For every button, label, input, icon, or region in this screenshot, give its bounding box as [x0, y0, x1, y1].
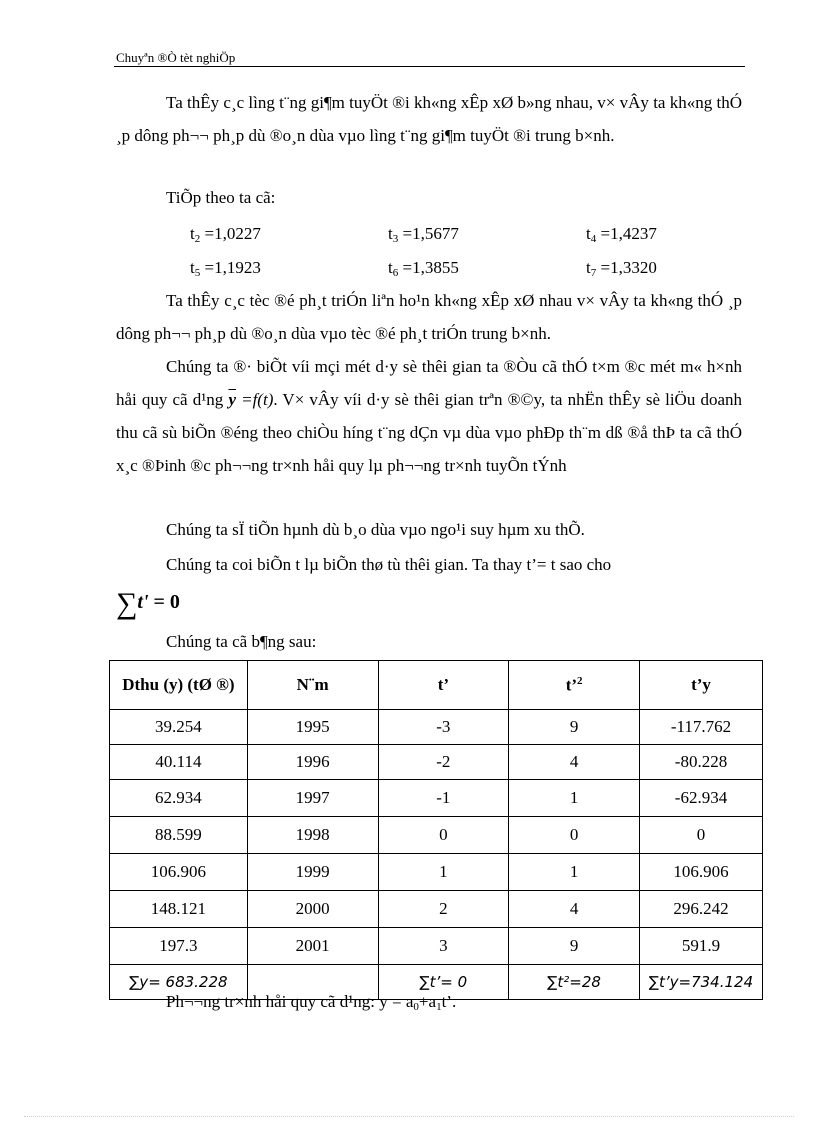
sum-condition: ∑t' = 0: [116, 587, 180, 620]
header-nam: N¨m: [247, 661, 378, 710]
paragraph-3-text: Ta thÊy c¸c tèc ®é ph¸t triÓn liªn ho¹n kh«ng xÊp xØ nhau v× vÂy ta kh«ng thÓ ¸p dông ph¬¬ ph¸p dù ®o¸n dùa vµo tèc ®é ph¸t triÓn trung b×nh.: [116, 291, 742, 343]
paragraph-5: Chúng ta sÏ tiÕn hµnh dù b¸o dùa vµo ngo¹i suy hµm xu thÕ.: [166, 520, 585, 539]
t-value-7: $t_7 =1,3320$: [586, 258, 657, 279]
t-value-5: $t_5 =1,1923$: [190, 258, 261, 279]
header-t: t’: [378, 661, 509, 710]
table-row: 106.906 1999 1 1 106.906: [110, 854, 763, 891]
regression-formula: Ph¬¬ng tr×nh håi quy cã d¹ng: $y = a_0+a_1t$’.: [166, 992, 457, 1013]
table-row: 148.121 2000 2 4 296.242: [110, 891, 763, 928]
sigma-icon: ∑: [116, 587, 138, 620]
t-value-3: $t_3 =1,5677$: [388, 224, 459, 245]
header-dthu: Dthu (y) (tØ ®): [110, 661, 248, 710]
paragraph-2: TiÕp theo ta cã:: [166, 188, 276, 207]
y-bar-symbol: $\overline{y}$: [228, 390, 236, 409]
paragraph-7: Chúng ta cã b¶ng sau:: [166, 632, 317, 651]
paragraph-6-text: Chúng ta coi biÕn t lµ biÕn thø tù thêi gian. Ta thay t’= t sao cho: [166, 555, 612, 574]
paragraph-3: [116, 284, 742, 350]
table-row: 197.3 2001 3 9 591.9: [110, 928, 763, 965]
table-row: 40.114 1996 -2 4 -80.228: [110, 745, 763, 780]
paragraph-6: [116, 548, 742, 581]
table-row: 88.599 1998 0 0 0: [110, 817, 763, 854]
paragraph-1-text: Ta thÊy c¸c lìng t¨ng gi¶m tuyÖt ®i kh«ng xÊp xØ b»ng nhau, v× vÂy ta kh«ng thÓ ¸p dông ph¬¬ ph¸p dù ®o¸n dùa vµo lìng t¨ng gi¶m tuyÖt ®i trung b×nh.: [116, 93, 742, 145]
page-header: Chuyªn ®Ò tèt nghiÖp: [116, 50, 236, 65]
paragraph-1: [116, 86, 742, 152]
paragraph-4: Chúng ta ®· biÕt víi mçi mét d·y sè thêi gian ta ®Òu cã thÓ t×m ®c mét m« h×nh håi quy cã d¹ng $\overline{y} =f(t)$. V× vÂy víi d·y sè thêi gian trªn ®©y, ta nhËn thÊy sè liÖu doanh thu cã sù biÕn ®éng theo chiÒu híng t¨ng dÇn vµ dùa vµo phÐp th¨m dß ®å thÞ ta cã thÓ x¸c ®Þinh ®c ph¬¬ng tr×nh håi quy lµ ph¬¬ng tr×nh tuyÕn tÝnh: [116, 357, 742, 475]
table-row: 62.934 1997 -1 1 -62.934: [110, 780, 763, 817]
t-value-2: $t_2 =1,0227$: [190, 224, 261, 245]
t-value-4: $t_4 =1,4237$: [586, 224, 657, 245]
table-totals-row: ∑y= 683.228 ∑t’= 0 ∑t²=28 ∑t’y=734.124: [110, 965, 763, 1000]
page-bottom-border: [24, 1116, 794, 1117]
data-table: [109, 660, 763, 1000]
table-header-row: [110, 661, 763, 710]
header-rule: [114, 66, 745, 67]
t-value-6: $t_6 =1,3855$: [388, 258, 459, 279]
header-ty: t’y: [640, 661, 763, 710]
table-row: 39.254 1995 -3 9 -117.762: [110, 710, 763, 745]
header-t-squared: t’$^2$: [509, 661, 640, 710]
